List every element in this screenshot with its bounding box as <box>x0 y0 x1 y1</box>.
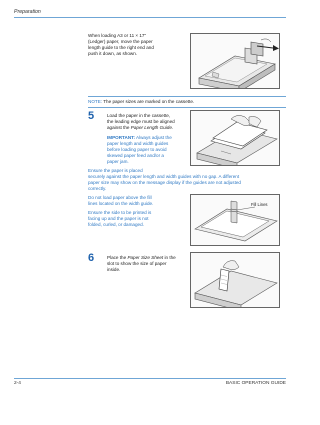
step-6-number: 6 <box>88 252 95 264</box>
paper-size-sheet-term: Paper Size Sheet <box>127 255 164 260</box>
step-6-line-1-post: in the <box>163 255 176 260</box>
important-line-5: paper jam. <box>107 159 129 165</box>
intro-line-1: When loading A3 or 11 × 17" <box>88 33 147 38</box>
paper-size-sheet-figure <box>190 252 280 308</box>
note-text: The paper sizes are marked on the cassette. <box>103 99 195 104</box>
ensure-line-1: Ensure the paper is placed <box>88 168 143 173</box>
important-line-3: before loading paper to avoid <box>107 147 167 153</box>
important-line-1: Always adjust the <box>134 135 172 140</box>
cassette-illustration <box>191 34 280 89</box>
page-header: Preparation <box>14 9 41 15</box>
important-note <box>107 135 172 165</box>
footer-divider <box>14 378 286 379</box>
ensure-placement-note <box>88 168 241 192</box>
ensure-line-4: correctly. <box>88 186 107 192</box>
important-label: IMPORTANT: <box>107 135 135 140</box>
paper-size-sheet-illustration <box>191 253 280 308</box>
ensure-line-2: securely against the paper length and width guides with no gap. A different <box>88 174 240 180</box>
face-line-1: Ensure the side to be printed is <box>88 210 152 215</box>
step-6-instruction <box>107 255 176 273</box>
important-line-2: paper length and width guides <box>107 141 169 147</box>
note-divider-top <box>88 96 286 97</box>
ensure-line-3: paper size may show on the message display if the guides are not adjusted <box>88 180 241 186</box>
face-line-2: facing up and the paper is not <box>88 216 149 222</box>
face-line-3: folded, curled, or damaged. <box>88 222 144 228</box>
load-paper-figure <box>190 110 280 166</box>
fill-lines-callout: Fill Lines <box>251 202 268 207</box>
guide-title: BASIC OPERATION GUIDE <box>225 381 286 386</box>
intro-text <box>88 33 154 57</box>
cassette-length-guide-figure <box>190 33 280 89</box>
load-paper-illustration <box>191 111 280 166</box>
print-side-note <box>88 210 151 228</box>
step-5-line-3 <box>107 125 175 131</box>
step-6-line-2: slot to show the size of paper <box>107 261 167 267</box>
note <box>88 99 194 105</box>
intro-line-4: push it down, as shown. <box>88 51 138 57</box>
fill-lines-note <box>88 195 153 207</box>
note-label: NOTE: <box>88 99 103 104</box>
fill-lines-figure <box>190 194 280 246</box>
step-5-line-2: the leading edge must be aligned <box>107 119 175 125</box>
note-divider-bottom <box>88 107 286 108</box>
step-5-instruction <box>107 113 175 131</box>
page-number: 2-4 <box>14 381 21 386</box>
header-divider <box>14 17 286 18</box>
step-6-line-3: inside. <box>107 267 121 273</box>
step-5-line-3-post: . <box>171 125 174 131</box>
intro-line-3: length guide to the right end and <box>88 45 154 51</box>
step-5-line-1: Load the paper in the cassette, <box>107 113 171 118</box>
paper-length-guide-term: Paper Length Guide <box>130 125 172 131</box>
step-5-number: 5 <box>88 110 95 122</box>
step-5-line-3-pre: against the <box>107 125 131 131</box>
step-6-line-1-pre: Place the <box>107 255 128 260</box>
important-line-4: skewed paper feed and/or a <box>107 153 164 159</box>
fill-line-2: lines located on the width guide. <box>88 201 154 207</box>
intro-line-2: (Ledger) paper, move the paper <box>88 39 153 45</box>
fill-line-1: Do not load paper above the fill <box>88 195 152 200</box>
